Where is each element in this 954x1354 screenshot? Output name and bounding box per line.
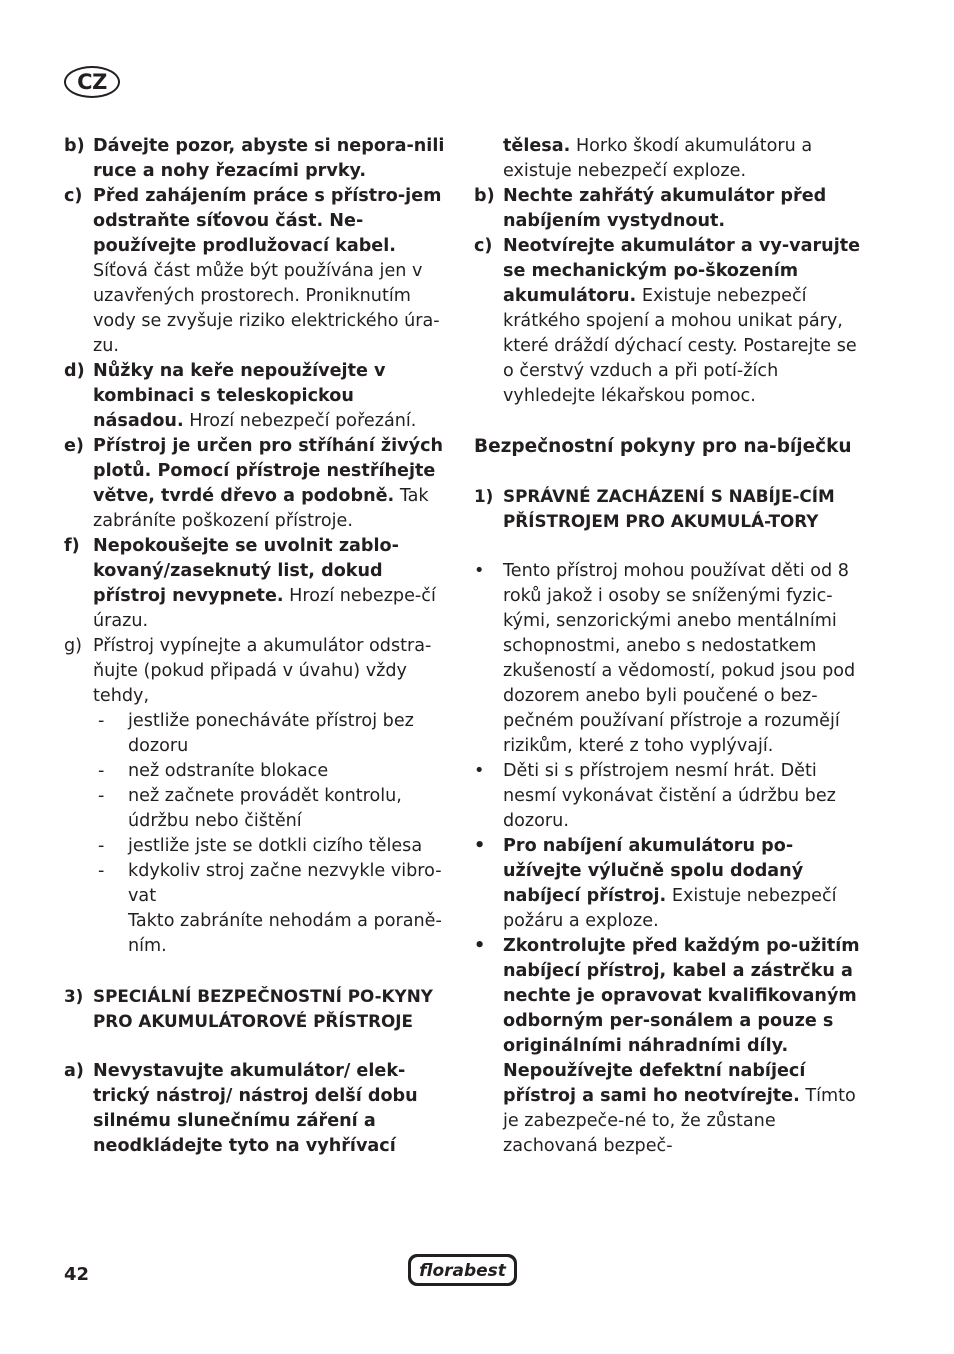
item-a [64, 1059, 448, 1159]
bullet-text: Tímto je zabezpeče-né to, že zůstane zachovaná bezpeč- [503, 1086, 856, 1156]
section-1-heading [474, 484, 864, 534]
item-f [64, 534, 448, 634]
section-label: 1) [474, 486, 494, 506]
dash-text: než začnete provádět kontrolu, údržbu nebo čištění [128, 786, 402, 831]
item-d-text: Hrozí nebezpečí pořezání. [189, 411, 417, 431]
florabest-logo [406, 1250, 519, 1290]
item-e-bold: Přístroj je určen pro stříhání živých plotů. Pomocí přístroje nestříhejte větve, tvrdé dřevo a podobně. [93, 436, 444, 506]
bullet-text: Tento přístroj mohou používat děti od 8 roků jakož i osoby se sníženými fyzic-kými, senzorickými anebo mentálními schopnostmi, anebo s nedostatkem zkušeností a vědomostí, pokud jsou pod dozorem anebo byli poučené o bez-pečném používaní přístroje a rozumějí rizikům, které z toho vyplývají. [503, 561, 856, 756]
dash-item: - jestliže ponecháváte přístroj bez dozoru [64, 709, 448, 759]
item-b-bold: Dávejte pozor, abyste si nepora-nili ruce a nohy řezacími prvky. [93, 136, 445, 181]
item-a-bold: Nevystavujte akumulátor/ elek-trický nástroj/ nástroj delší dobu silnému slunečnímu záření a neodkládejte tyto na vyhřívací [93, 1061, 418, 1156]
item-e [64, 434, 448, 534]
dash-item: - jestliže jste se dotkli cizího tělesa [64, 834, 448, 859]
dash-text: než odstraníte blokace [128, 761, 329, 781]
bullet-marker: • [474, 836, 486, 856]
charger-section-title: Bezpečnostní pokyny pro na-bíječku [474, 436, 852, 457]
bullet-bold: Pro nabíjení akumulátoru po-užívejte výlučně spolu dodaný nabíjecí přístroj. [503, 836, 804, 906]
item-label: a) [64, 1061, 84, 1081]
bullet-item [474, 834, 864, 934]
left-column [64, 134, 448, 1159]
item-label: f) [64, 536, 80, 556]
item-b-right [474, 184, 864, 234]
bullet-item [474, 759, 864, 834]
item-c-right [474, 234, 864, 409]
language-badge: CZ [64, 66, 120, 98]
section-title: SPRÁVNÉ ZACHÁZENÍ S NABÍJE-CÍM PŘÍSTROJEM PRO AKUMULÁ-TORY [503, 486, 835, 531]
item-b-right-bold: Nechte zahřátý akumulátor před nabíjením vystydnout. [503, 186, 827, 231]
dash-text: kdykoliv stroj začne nezvykle vibro-vat [128, 861, 442, 906]
dash-item: - než začnete provádět kontrolu, údržbu nebo čištění [64, 784, 448, 834]
bullet-bold: Zkontrolujte před každým po-užitím nabíjecí přístroj, kabel a zástrčku a nechte je opravovat kvalifikovaným odborným per-sonálem a pouze s originálními náhradními díly. Nepoužívejte defektní nabíjecí přístroj a sami ho neotvírejte. [503, 936, 860, 1106]
item-c-right-bold: Neotvírejte akumulátor a vy-varujte se mechanickým po-škozením akumulátoru. [503, 236, 861, 306]
item-g [64, 634, 448, 709]
item-g-text: Přístroj vypínejte a akumulátor odstra-ňujte (pokud připadá v úvahu) vždy tehdy, [93, 636, 432, 706]
section-label: 3) [64, 986, 84, 1006]
item-f-text: Hrozí nebezpe-čí úrazu. [93, 586, 436, 631]
section-3-heading [64, 984, 448, 1034]
bullet-item [474, 934, 864, 1159]
item-label: e) [64, 436, 84, 456]
item-c-bold: Před zahájením práce s přístro-jem odstraňte síťovou část. Ne-používejte prodlužovací kabel. [93, 186, 442, 256]
item-b [64, 134, 448, 184]
page-number: 42 [64, 1264, 90, 1285]
item-c-text: Síťová část může být používána jen v uzavřených prostorech. Proniknutím vody se zvyšuje riziko elektrického úra-zu. [93, 261, 440, 356]
dash-item: - než odstraníte blokace [64, 759, 448, 784]
bullet-marker: • [474, 936, 486, 956]
item-label: g) [64, 636, 83, 656]
bullet-marker: • [474, 561, 485, 581]
bullet-text: Děti si s přístrojem nesmí hrát. Děti nesmí vykonávat čistění a údržbu bez dozoru. [503, 761, 836, 831]
bullet-marker: • [474, 761, 485, 781]
item-a-continued [474, 134, 864, 184]
item-a-cont-bold: tělesa. [503, 136, 571, 156]
bullet-item [474, 559, 864, 759]
item-c [64, 184, 448, 359]
item-d-bold: Nůžky na keře nepoužívejte v kombinaci s teleskopickou násadou. [93, 361, 386, 431]
bullet-text: Existuje nebezpečí požáru a exploze. [503, 886, 837, 931]
dash-text: jestliže jste se dotkli cizího tělesa [128, 836, 423, 856]
item-label: b) [64, 136, 85, 156]
item-a-cont-text: Horko škodí akumulátoru a existuje nebezpečí exploze. [503, 136, 813, 181]
item-label: d) [64, 361, 85, 381]
item-g-outro: Takto zabráníte nehodám a poraně-ním. [128, 911, 442, 956]
right-column [474, 134, 864, 1159]
dash-item: - kdykoliv stroj začne nezvykle vibro-vat [64, 859, 448, 909]
item-c-right-text: Existuje nebezpečí krátkého spojení a mohou unikat páry, které dráždí dýchací cesty. Postarejte se o čerstvý vzduch a při potí-žích vyhledejte lékařskou pomoc. [503, 286, 857, 406]
section-title: SPECIÁLNÍ BEZPEČNOSTNÍ PO-KYNY PRO AKUMULÁTOROVÉ PŘÍSTROJE [93, 986, 433, 1031]
dash-text: jestliže ponecháváte přístroj bez dozoru [128, 711, 414, 756]
item-d [64, 359, 448, 434]
item-e-text: Tak zabráníte poškození přístroje. [93, 486, 429, 531]
item-label: b) [474, 186, 495, 206]
item-label: c) [64, 186, 83, 206]
logo-text: florabest [419, 1261, 506, 1281]
item-f-bold: Nepokoušejte se uvolnit zablo-kovaný/zaseknutý list, dokud přístroj nevypnete. [93, 536, 399, 606]
item-label: c) [474, 236, 493, 256]
